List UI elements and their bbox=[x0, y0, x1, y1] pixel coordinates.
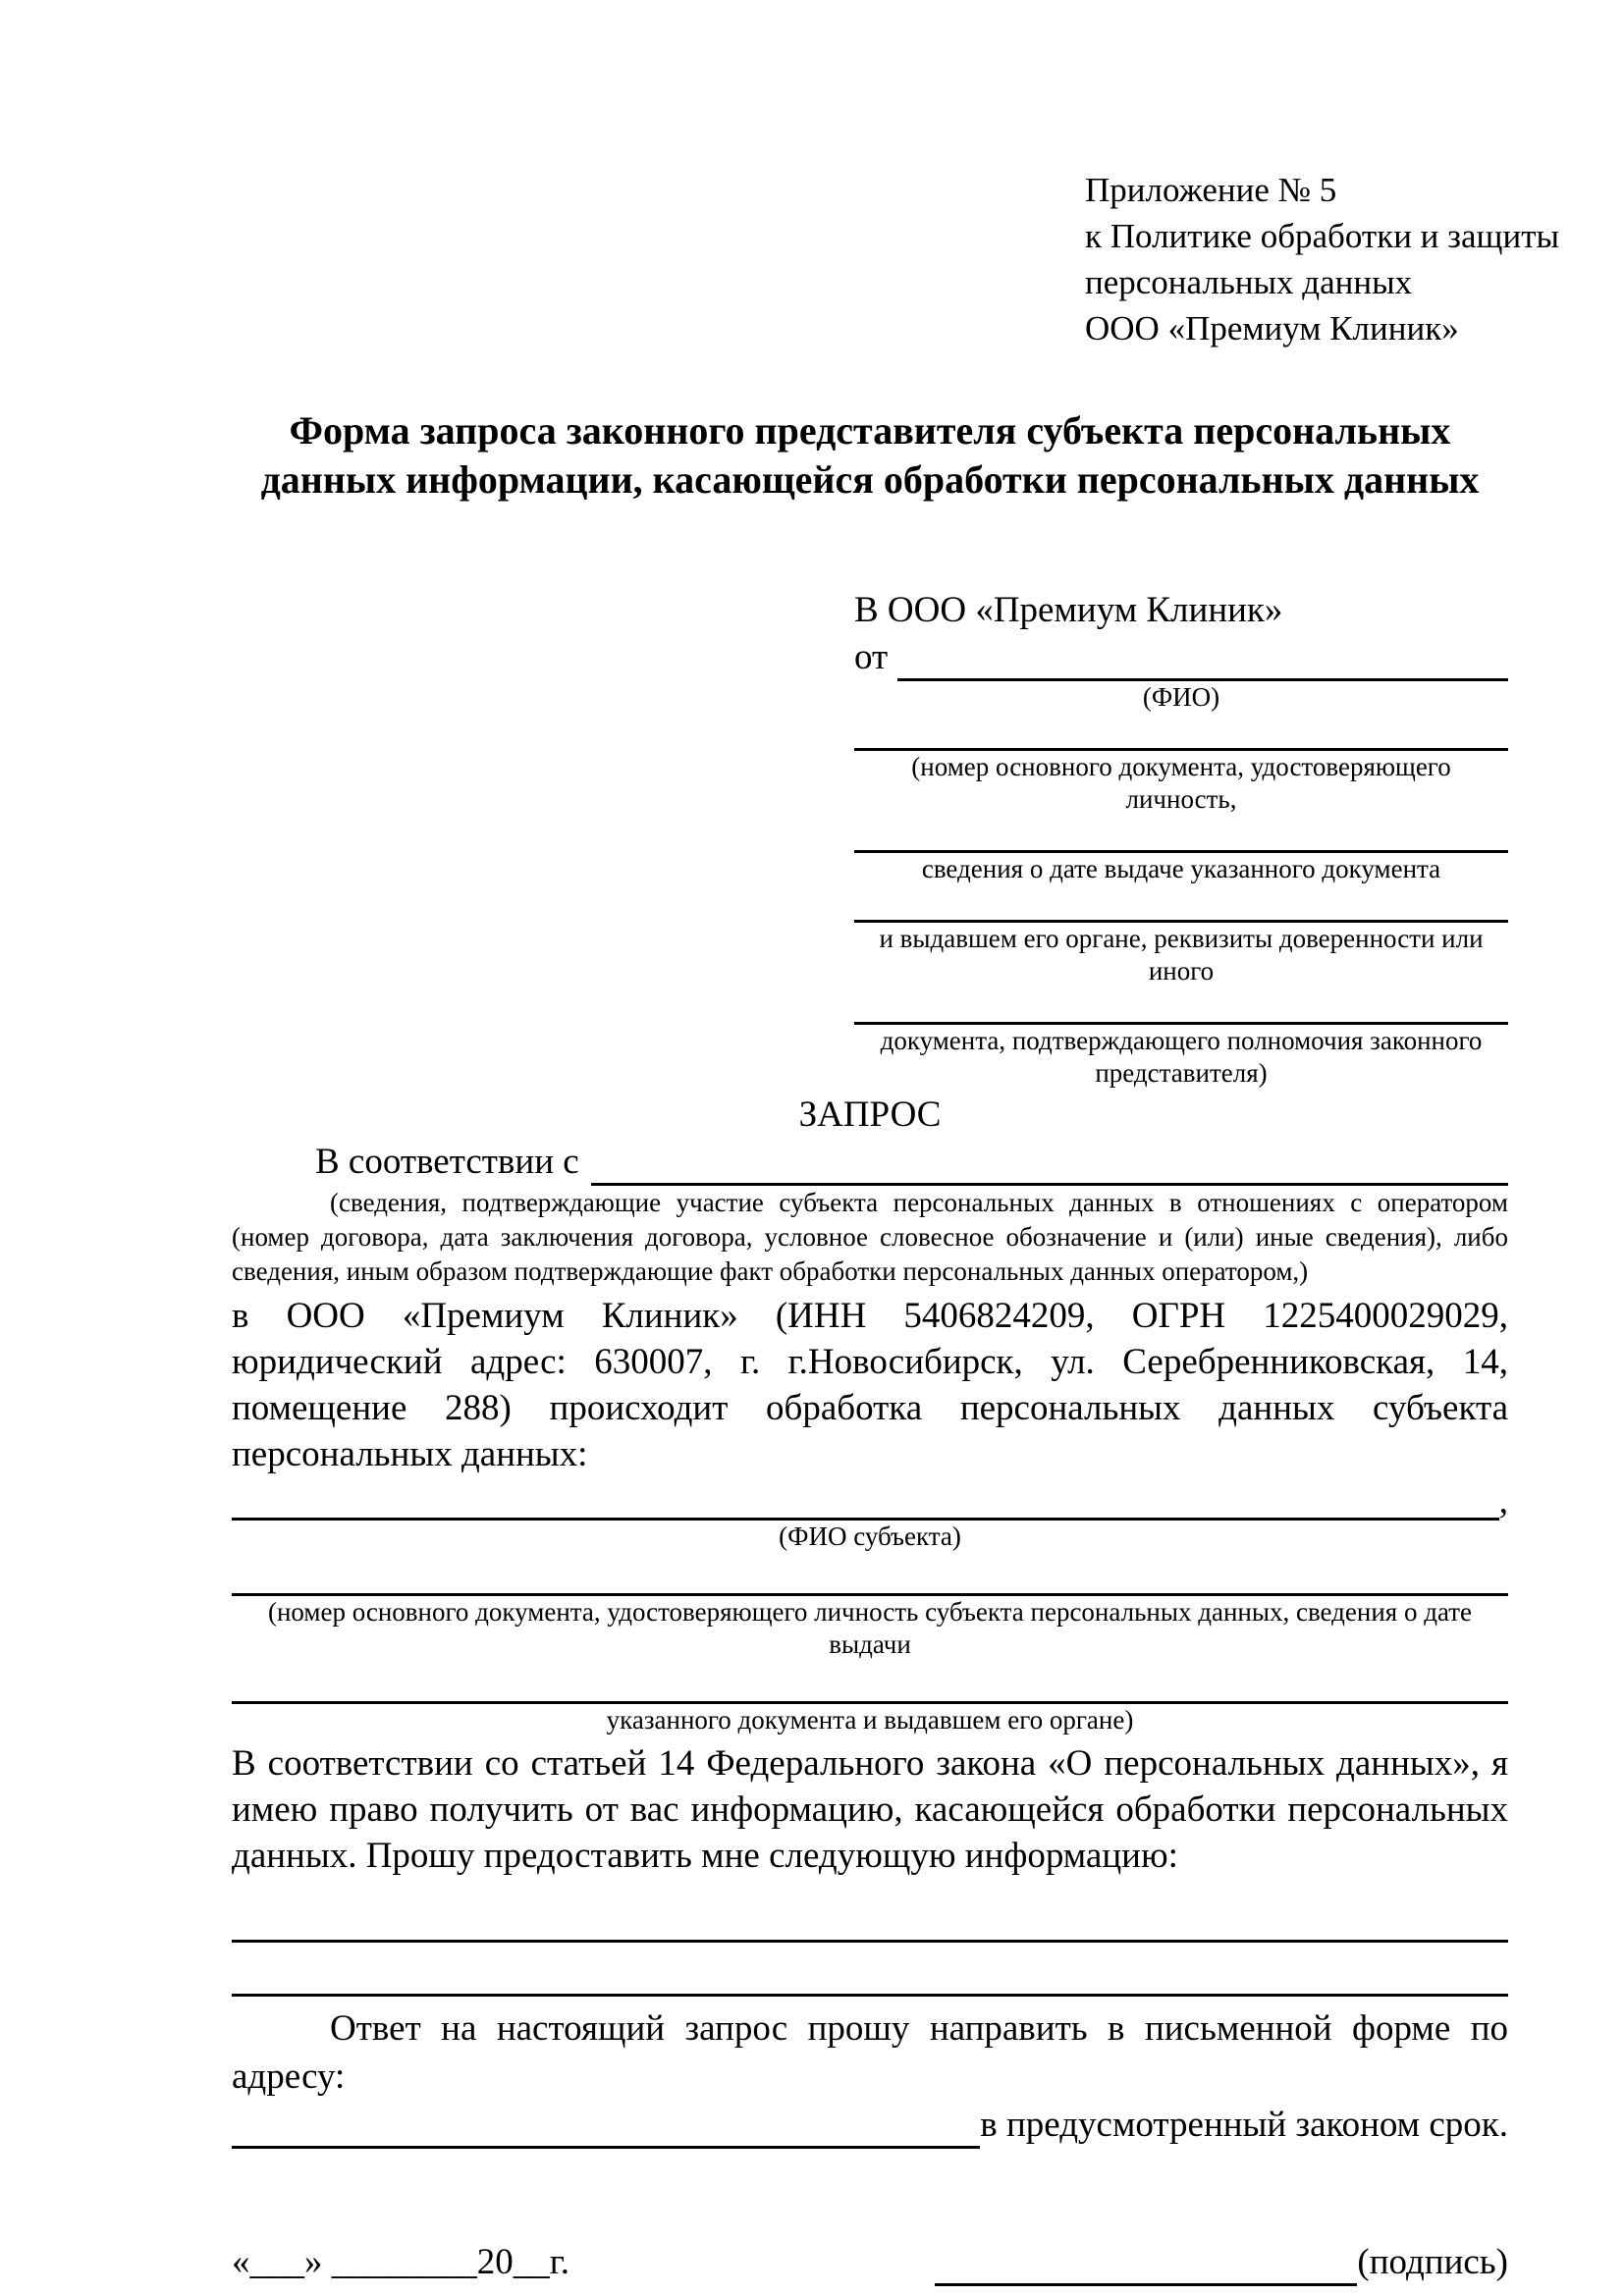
law-paragraph: В соответствии со статьей 14 Федерального закона «О персональных данных», я имею право получить от вас информацию, касающейся обработки персональных данных. Прошу предоставить мне следующую информацию: bbox=[232, 1743, 1508, 1876]
request-heading: ЗАПРОС bbox=[798, 1095, 942, 1135]
appendix-note bbox=[1085, 167, 1560, 351]
appendix-note-line: ООО «Премиум Клиник» bbox=[1085, 309, 1459, 347]
information-blank-line-1 bbox=[232, 1893, 1508, 1943]
appendix-note-line: персональных данных bbox=[1085, 263, 1413, 301]
signature-blank-line bbox=[935, 2244, 1357, 2286]
issue-date-blank-line bbox=[854, 818, 1508, 853]
information-blank-line-2 bbox=[232, 1943, 1508, 1997]
issuing-authority-caption: и выдавшем его органе, реквизиты доверенности или иного bbox=[879, 924, 1484, 986]
fio-caption: (ФИО) bbox=[1142, 682, 1220, 712]
date-blank: «___» ________20__г. bbox=[232, 2242, 570, 2282]
addressee-block bbox=[854, 587, 1508, 1090]
addressee-org: В ООО «Премиум Клиник» bbox=[854, 590, 1283, 630]
identity-doc-unit bbox=[854, 716, 1508, 816]
authority-doc-caption: документа, подтверждающего полномочия законного представителя) bbox=[880, 1026, 1483, 1088]
signature-row bbox=[232, 2239, 1508, 2286]
reply-paragraph: Ответ на настоящий запрос прошу направить в письменной форме по адресу: bbox=[232, 2008, 1508, 2097]
reply-address-blank-line bbox=[232, 2107, 980, 2149]
signature-group bbox=[935, 2239, 1508, 2286]
identity-doc-blank-line bbox=[854, 716, 1508, 751]
subject-doc-blank-line-2 bbox=[232, 1667, 1508, 1704]
authority-doc-unit bbox=[854, 989, 1508, 1090]
operator-paragraph: в ООО «Премиум Клиник» (ИНН 5406824209, ОГРН 1225400029029, юридический адрес: 630007, г. г.Новосибирск, ул. Серебренниковская, 14, помещение 288) происходит обработка персональных данных субъекта персональных данных: bbox=[232, 1296, 1508, 1474]
page-title: Форма запроса законного представителя субъекта персональных данных информации, касающейся обработки персональных данных bbox=[260, 408, 1480, 502]
issuing-authority-unit bbox=[854, 887, 1508, 988]
subject-fio-caption: (ФИО субъекта) bbox=[779, 1522, 961, 1551]
subject-fio-comma: , bbox=[1498, 1481, 1508, 1522]
subject-doc-caption-1: (номер основного документа, удостоверяющего личность субъекта персональных данных, сведения о дате выдачи bbox=[267, 1597, 1473, 1659]
signature-caption: (подпись) bbox=[1357, 2242, 1508, 2282]
subject-doc-caption-2: указанного документа и выдавшем его органе) bbox=[606, 1705, 1134, 1735]
intro-label: В соответствии с bbox=[315, 1142, 579, 1182]
subject-fio-blank-line bbox=[232, 1484, 1499, 1521]
from-row bbox=[854, 634, 1508, 681]
authority-doc-blank-line bbox=[854, 989, 1508, 1025]
reply-address-row bbox=[232, 2101, 1508, 2149]
from-label: от bbox=[854, 637, 889, 677]
appendix-note-line: Приложение № 5 bbox=[1085, 171, 1337, 209]
subject-doc-blank-line-1 bbox=[232, 1559, 1508, 1596]
issue-date-caption: сведения о дате выдаче указанного документа bbox=[921, 854, 1441, 883]
reply-tail: в предусмотренный законом срок. bbox=[980, 2105, 1508, 2145]
issue-date-unit bbox=[854, 818, 1508, 885]
intro-caption: (сведения, подтверждающие участие субъекта персональных данных в отношениях с оператором (номер договора, дата заключения договора, условное словесное обозначение и (или) иные сведения), либо сведения, иным образом подтверждающие факт обработки персональных данных оператором,) bbox=[232, 1188, 1508, 1286]
appendix-note-line: к Политике обработки и защиты bbox=[1085, 217, 1560, 255]
intro-row bbox=[232, 1139, 1508, 1186]
subject-fio-row bbox=[232, 1483, 1508, 1521]
issuing-authority-blank-line bbox=[854, 887, 1508, 923]
identity-doc-caption: (номер основного документа, удостоверяющего личность, bbox=[911, 752, 1451, 814]
